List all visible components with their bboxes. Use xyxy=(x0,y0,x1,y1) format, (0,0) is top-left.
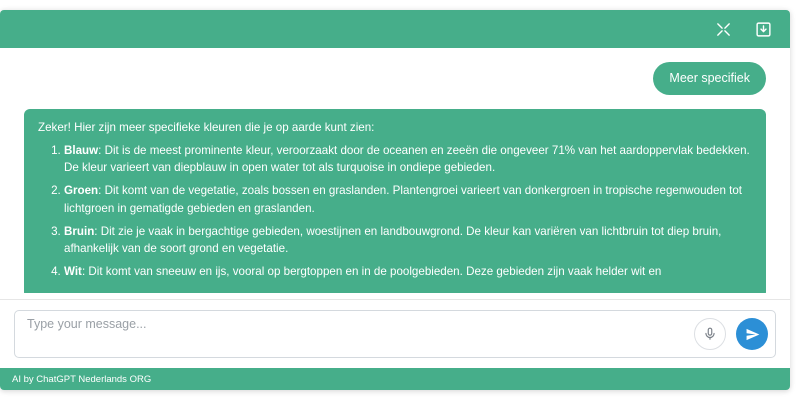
list-item xyxy=(64,142,752,176)
message-list[interactable] xyxy=(0,48,790,299)
list-item xyxy=(64,182,752,216)
list-item-term: Wit xyxy=(64,265,82,279)
chat-footer xyxy=(0,368,790,390)
bot-message-list xyxy=(38,142,752,280)
download-box-icon[interactable] xyxy=(750,16,776,42)
list-item-term: Groen xyxy=(64,184,99,198)
send-paper-plane-icon[interactable] xyxy=(736,318,768,350)
list-item xyxy=(64,223,752,257)
chat-header xyxy=(0,10,790,48)
list-item-text: : Dit komt van de vegetatie, zoals bossen en graslanden. Plantengroei varieert van donkergroen in tropische regenwouden tot lichtgroen in gematigde gebieden en graslanden. xyxy=(64,184,743,215)
expand-arrows-icon[interactable] xyxy=(710,16,736,42)
list-item-text: : Dit is de meest prominente kleur, veroorzaakt door de oceanen en zeeën die ongeveer 71% van het aardoppervlak bedekken. De kleur varieert van diepblauw in open water tot als turquoise in ondiepe gebieden. xyxy=(64,144,750,175)
list-item-term: Blauw xyxy=(64,144,99,158)
composer-buttons xyxy=(694,318,768,350)
list-item-text: : Dit komt van sneeuw en ijs, vooral op bergtoppen en in de poolgebieden. Deze gebieden zijn vaak helder wit en xyxy=(81,265,662,279)
message-input[interactable] xyxy=(14,310,776,358)
message-row-user xyxy=(24,62,766,95)
scroll-fade xyxy=(0,293,790,299)
chat-widget xyxy=(0,10,790,390)
list-item-term: Bruin xyxy=(64,224,95,238)
list-item-text: : Dit zie je vaak in bergachtige gebieden, woestijnen en landbouwgrond. De kleur kan variëren van lichtbruin tot diep bruin, afhankelijk van de soort grond en vegetatie. xyxy=(64,224,722,255)
footer-text: AI by ChatGPT Nederlands ORG xyxy=(12,373,152,385)
composer-inner xyxy=(14,310,776,358)
user-message-bubble: Meer specifiek xyxy=(653,62,766,95)
list-item xyxy=(64,263,752,280)
bot-message-bubble xyxy=(24,109,766,298)
bot-message-intro: Zeker! Hier zijn meer specifieke kleuren die je op aarde kunt zien: xyxy=(38,121,375,134)
message-composer xyxy=(0,299,790,368)
microphone-icon[interactable] xyxy=(694,318,726,350)
message-row-bot xyxy=(24,109,766,298)
